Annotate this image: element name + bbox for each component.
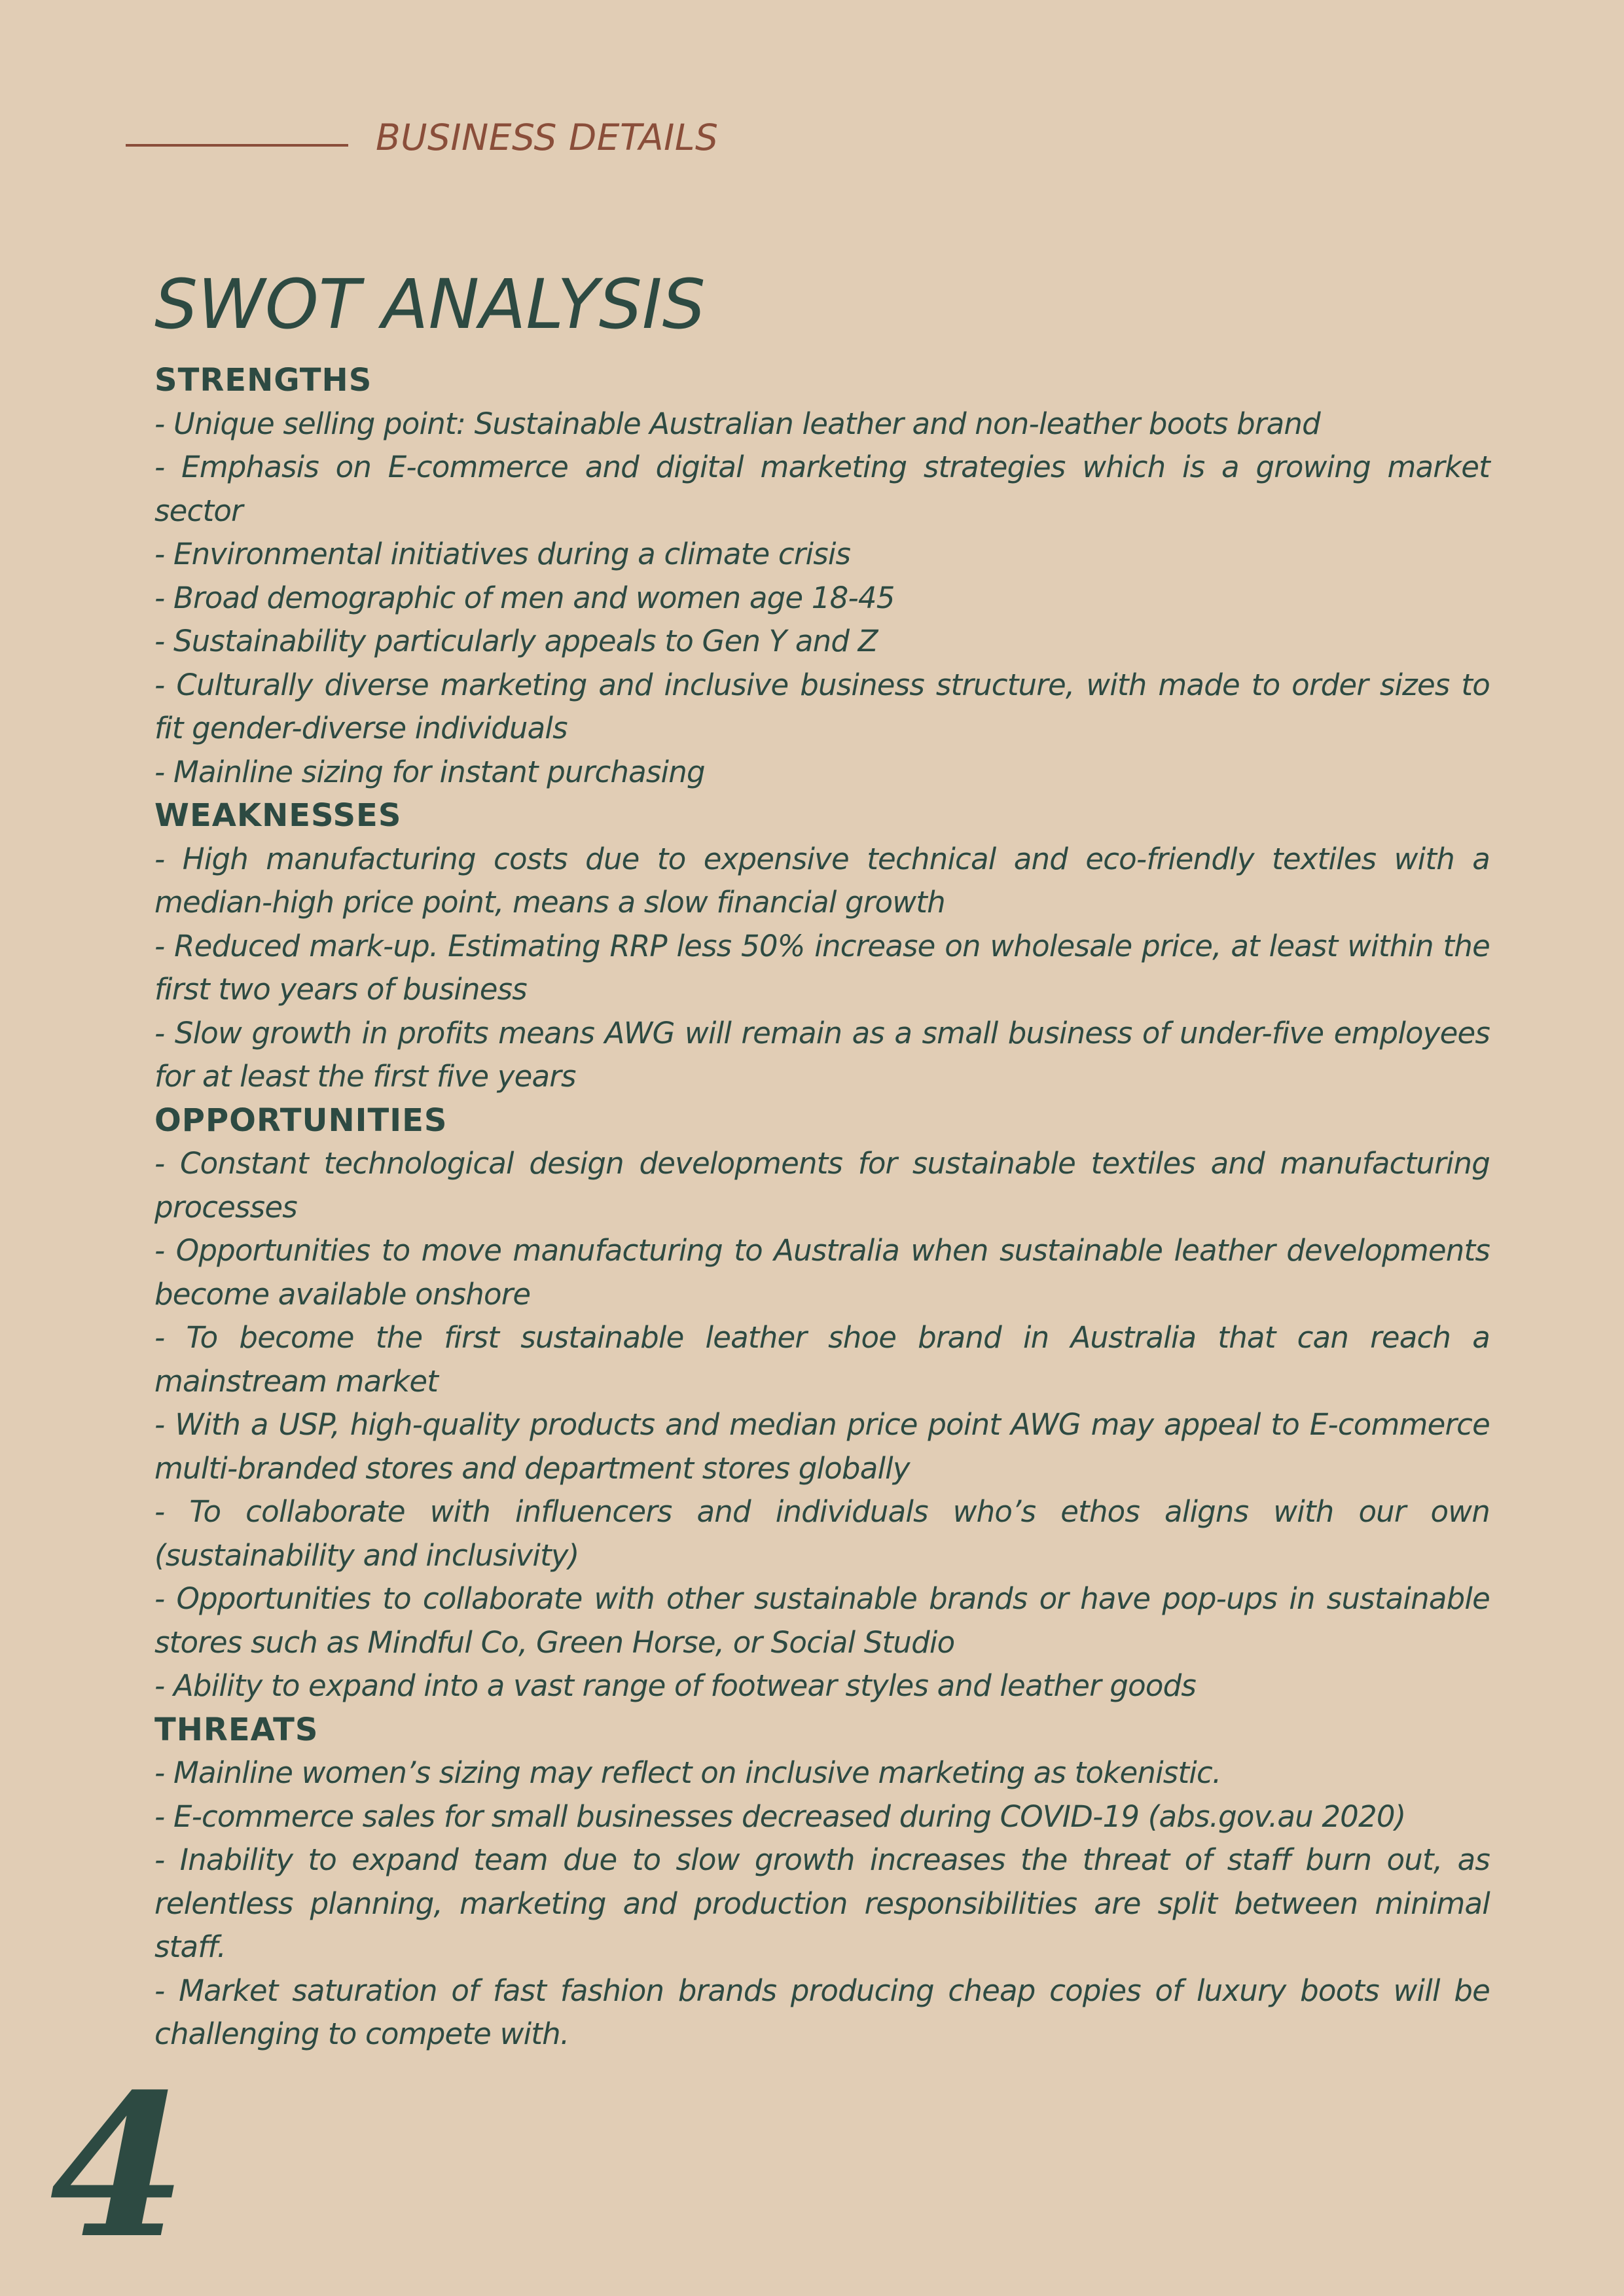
- strengths-item: - Culturally diverse marketing and inclusive business structure, with made to order sizes to fit gender-diverse individuals: [154, 667, 1490, 745]
- opportunities-item: - Opportunities to collaborate with other sustainable brands or have pop-ups in sustainable stores such as Mindful Co, Green Horse, or Social Studio: [154, 1581, 1490, 1660]
- threats-item: - Mainline women’s sizing may reflect on inclusive marketing as tokenistic.: [154, 1755, 1221, 1790]
- strengths-item: - Unique selling point: Sustainable Australian leather and non-leather boots brand: [154, 406, 1320, 441]
- threats-item: - Inability to expand team due to slow growth increases the threat of staff burn out, as relentless planning, marketing and production responsibilities are split between minimal staff.: [154, 1842, 1490, 1964]
- strengths-item: - Environmental initiatives during a climate crisis: [154, 537, 851, 571]
- opportunities-item: - Ability to expand into a vast range of footwear styles and leather goods: [154, 1668, 1197, 1703]
- strengths-item: - Emphasis on E-commerce and digital marketing strategies which is a growing market sector: [154, 450, 1490, 528]
- weaknesses-heading: WEAKNESSES: [154, 797, 402, 834]
- page-number: 4: [50, 2051, 187, 2282]
- opportunities-heading: OPPORTUNITIES: [154, 1102, 448, 1139]
- strengths-item: - Broad demographic of men and women age 18-45: [154, 580, 895, 615]
- opportunities-item: - To become the first sustainable leather shoe brand in Australia that can reach a mainstream market: [154, 1320, 1490, 1399]
- page-title: SWOT ANALYSIS: [154, 264, 706, 344]
- weaknesses-item: - High manufacturing costs due to expensive technical and eco-friendly textiles with a median-high price point, means a slow financial growth: [154, 841, 1490, 920]
- threats-item: - E-commerce sales for small businesses decreased during COVID-19 (abs.gov.au 2020): [154, 1799, 1406, 1834]
- section-label: BUSINESS DETAILS: [376, 117, 719, 158]
- strengths-heading: STRENGTHS: [154, 362, 372, 399]
- opportunities-item: - Opportunities to move manufacturing to Australia when sustainable leather developments become available onshore: [154, 1233, 1490, 1312]
- opportunities-item: - Constant technological design developments for sustainable textiles and manufacturing processes: [154, 1146, 1490, 1225]
- strengths-item: - Sustainability particularly appeals to Gen Y and Z: [154, 624, 878, 658]
- threats-item: - Market saturation of fast fashion brands producing cheap copies of luxury boots will be challenging to compete with.: [154, 1973, 1490, 2051]
- swot-content: [154, 359, 1490, 2056]
- weaknesses-item: - Reduced mark-up. Estimating RRP less 50% increase on wholesale price, at least within the first two years of business: [154, 928, 1490, 1007]
- opportunities-item: - To collaborate with influencers and individuals who’s ethos aligns with our own (sustainability and inclusivity): [154, 1494, 1490, 1573]
- weaknesses-item: - Slow growth in profits means AWG will remain as a small business of under-five employees for at least the first five years: [154, 1015, 1490, 1094]
- header-divider-line: [126, 144, 348, 147]
- threats-heading: THREATS: [154, 1711, 319, 1748]
- opportunities-item: - With a USP, high-quality products and median price point AWG may appeal to E-commerce multi-branded stores and department stores globally: [154, 1407, 1490, 1486]
- strengths-item: - Mainline sizing for instant purchasing: [154, 754, 705, 789]
